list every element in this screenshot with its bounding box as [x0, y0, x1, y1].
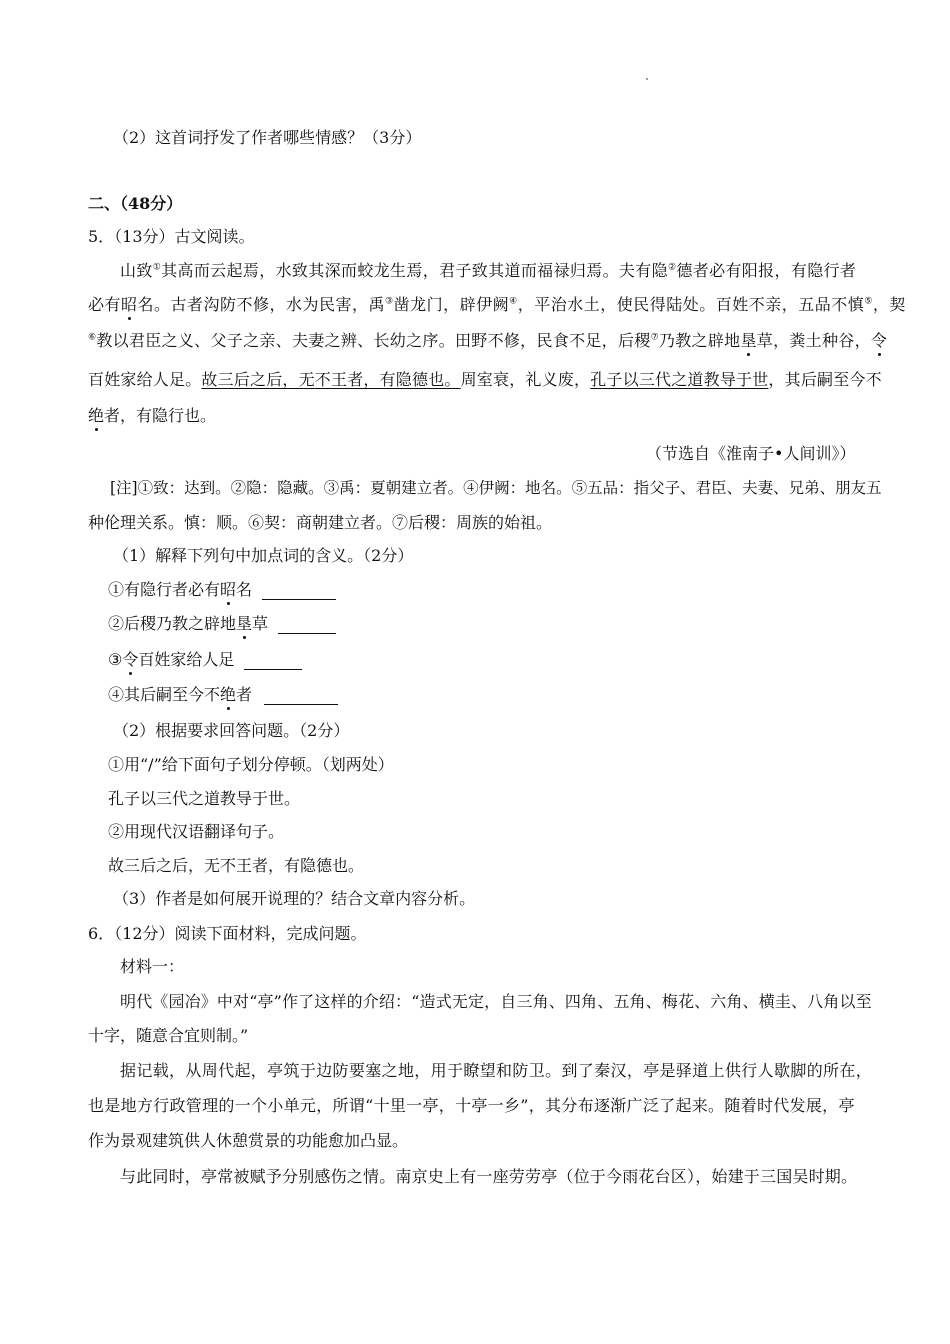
passage-line-4: 百姓家给人足。故三后之后，无不王者，有隐德也。周室衰，礼义废，孔子以三代之道教导于世，其后嗣至今不 — [88, 370, 882, 389]
answer-blank-2[interactable] — [278, 617, 336, 634]
material-1-label: 材料一： — [120, 957, 185, 976]
subquestion-2-part-2: ②用现代汉语翻译句子。 — [108, 822, 285, 841]
subquestion-3: （3）作者是如何展开说理的？结合文章内容分析。 — [113, 889, 476, 908]
passage-line-2: 必有昭名。古者沟防不修，水为民害，禹③凿龙门，辟伊阙④，平治水土，使民得陆处。百姓不亲，五品不慎⑤，契 — [88, 295, 906, 314]
answer-blank-3[interactable] — [244, 653, 302, 670]
footnote-mark-1: ① — [152, 262, 162, 273]
subquestion-2: （2）根据要求回答问题。（2分） — [113, 721, 350, 740]
answer-blank-4[interactable] — [264, 688, 338, 705]
material-line-4: 也是地方行政管理的一个小单元，所谓“十里一亭，十亭一乡”，其分布逐渐广泛了起来。随着时代发展，亭 — [88, 1096, 855, 1115]
emphasis-dot-word: 绝 — [88, 406, 105, 425]
pause-sentence: 孔子以三代之道教导于世。 — [108, 789, 301, 808]
subquestion-1: （1）解释下列句中加点词的含义。（2分） — [113, 546, 414, 565]
emphasis-dot-word: 昭 — [121, 295, 138, 314]
emphasis-dot-word: 垦 — [236, 614, 253, 633]
footnote-mark-6: ⑥ — [88, 332, 97, 343]
footnote-mark-4: ④ — [509, 296, 518, 307]
q6-header: 6．（12分）阅读下面材料，完成问题。 — [88, 924, 367, 943]
word-item-3: ③令百姓家给人足 — [108, 650, 302, 670]
material-line-2: 十字，随意合宜则制。” — [88, 1026, 249, 1045]
emphasis-dot-word: 垦 — [740, 331, 757, 350]
material-line-5: 作为景观建筑供人休憩赏景的功能愈加凸显。 — [88, 1131, 409, 1150]
annotation-line-2: 种伦理关系。慎：顺。⑥契：商朝建立者。⑦后稷：周族的始祖。 — [88, 513, 553, 532]
section-heading: 二、（48分） — [88, 194, 183, 213]
material-line-3: 据记载，从周代起，亭筑于边防要塞之地，用于瞭望和防卫。到了秦汉，亭是驿道上供行人歇脚的所在， — [120, 1061, 873, 1080]
footnote-mark-7: ⑦ — [650, 332, 659, 343]
prev-question-2: （2）这首词抒发了作者哪些情感？（3分） — [113, 128, 422, 147]
word-item-4: ④其后嗣至今不绝者 — [108, 685, 338, 705]
emphasis-dot-word: 令 — [122, 650, 139, 669]
translate-sentence: 故三后之后，无不王者，有隐德也。 — [108, 856, 365, 875]
answer-blank-1[interactable] — [262, 583, 336, 600]
stray-dot-mark — [646, 78, 648, 80]
passage-line-5: 绝者，有隐行也。 — [88, 406, 217, 425]
material-line-1: 明代《园冶》中对“亭”作了这样的介绍：“造式无定，自三角、四角、五角、梅花、六角、横圭、八角以至 — [120, 992, 872, 1011]
subquestion-2-part-1: ①用“/”给下面句子划分停顿。（划两处） — [108, 755, 394, 774]
material-line-6: 与此同时，亭常被赋予分别感伤之情。南京史上有一座劳劳亭（位于今雨花台区），始建于三国吴时期。 — [120, 1167, 858, 1186]
emphasis-dot-word: 昭 — [220, 580, 237, 599]
passage-source: （节选自《淮南子•人间训》） — [646, 444, 856, 463]
q5-header: 5．（13分）古文阅读。 — [88, 227, 255, 246]
passage-line-3: ⑥教以君臣之义、父子之亲、夫妻之辨、长幼之序。田野不修，民食不足，后稷⑦乃教之辟地垦草，粪土种谷，令 — [88, 331, 888, 350]
word-item-2: ②后稷乃教之辟地垦草 — [108, 614, 336, 634]
passage-line-1: 山致①其高而云起焉，水致其深而蛟龙生焉，君子致其道而福禄归焉。夫有隐②德者必有阳报，有隐行者 — [120, 261, 857, 280]
underlined-sentence-2: 孔子以三代之道教导于世 — [590, 370, 769, 389]
underlined-sentence-1: 故三后之后，无不王者，有隐德也。 — [201, 370, 461, 389]
emphasis-dot-word: 绝 — [220, 685, 237, 704]
footnote-mark-2: ② — [667, 262, 677, 273]
footnote-mark-5: ⑤ — [864, 296, 873, 307]
footnote-mark-3: ③ — [385, 296, 394, 307]
emphasis-dot-word: 令 — [870, 331, 888, 350]
annotation-line-1: [注]①致：达到。②隐：隐藏。③禹：夏朝建立者。④伊阙：地名。⑤五品：指父子、君臣、夫妻、兄弟、朋友五 — [110, 479, 882, 497]
word-item-1: ①有隐行者必有昭名 — [108, 580, 336, 600]
